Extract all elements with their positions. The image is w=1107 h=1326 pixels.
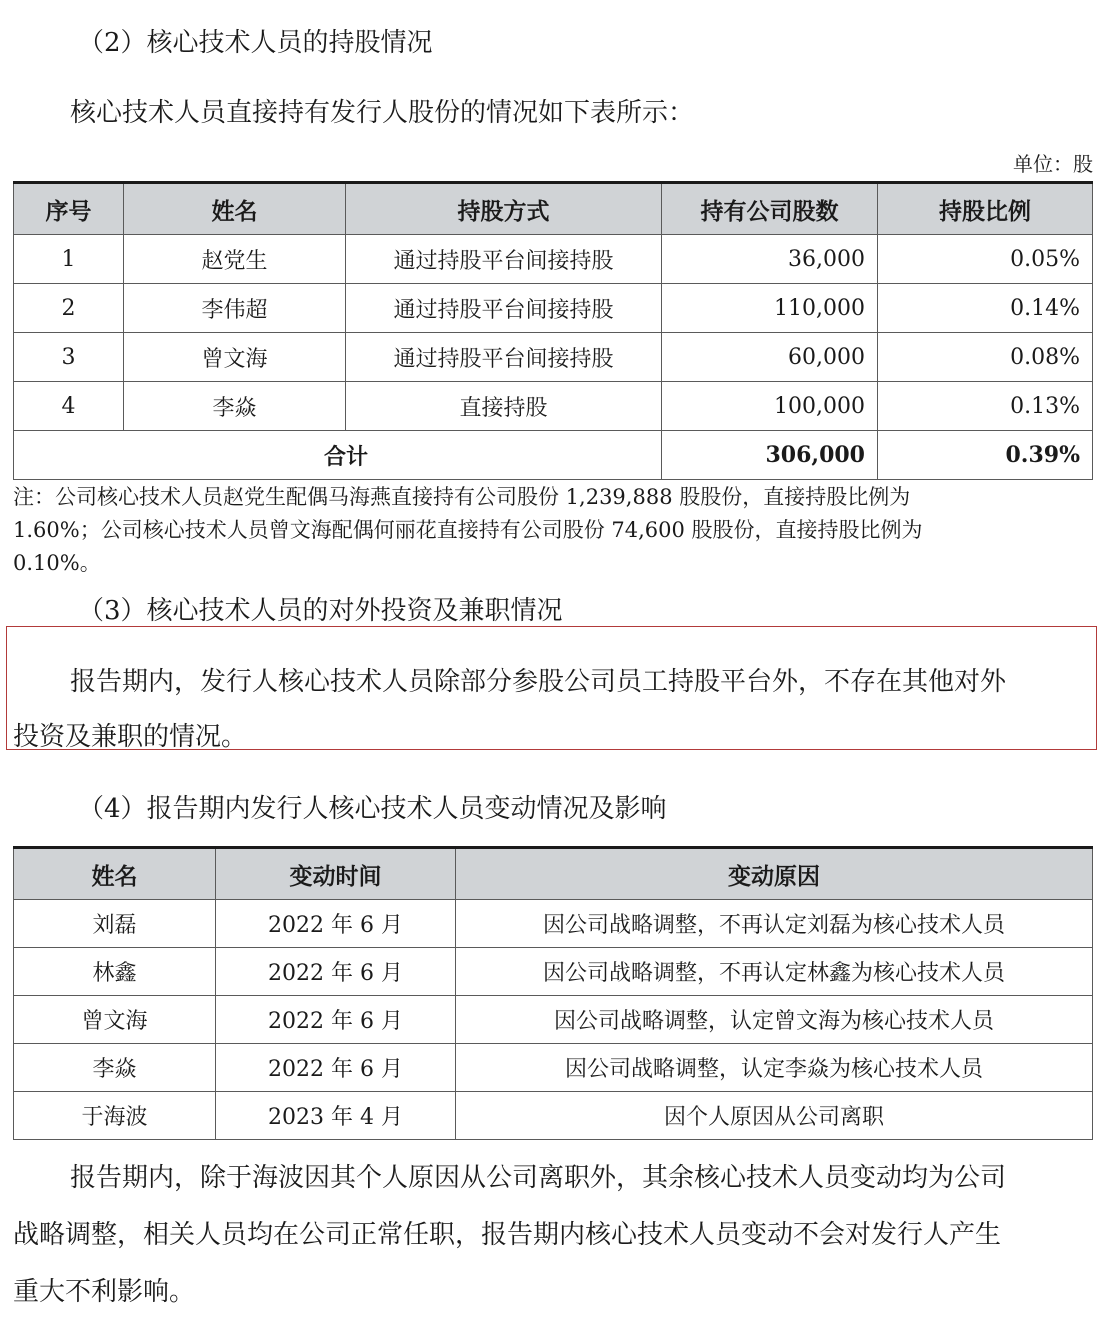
cell-method: 通过持股平台间接持股	[346, 333, 662, 382]
section2-heading: （2）核心技术人员的持股情况	[78, 28, 433, 58]
section3-line-2: 投资及兼职的情况。	[13, 722, 248, 752]
conclusion-line-3: 重大不利影响。	[13, 1277, 196, 1307]
note-line-1: 注：公司核心技术人员赵党生配偶马海燕直接持有公司股份 1,239,888 股股份，直接持股比例为	[13, 485, 911, 509]
note-line-3: 0.10%。	[13, 551, 101, 575]
table-row	[14, 996, 1093, 1044]
cell-ratio: 0.13%	[878, 382, 1093, 431]
cell-method: 直接持股	[346, 382, 662, 431]
header-ratio: 持股比例	[878, 183, 1093, 235]
table-header-row	[14, 183, 1093, 235]
cell-method: 通过持股平台间接持股	[346, 235, 662, 284]
cell-no: 4	[14, 382, 124, 431]
unit-label: 单位：股	[1013, 152, 1093, 176]
table-row	[14, 284, 1093, 333]
cell-name: 曾文海	[124, 333, 346, 382]
header-shares: 持有公司股数	[662, 183, 878, 235]
cell-name: 李焱	[124, 382, 346, 431]
section4-heading: （4）报告期内发行人核心技术人员变动情况及影响	[78, 794, 667, 824]
cell-time: 2022 年 6 月	[216, 1044, 456, 1092]
cell-name: 刘磊	[14, 900, 216, 948]
header-no: 序号	[14, 183, 124, 235]
cell-time: 2022 年 6 月	[216, 948, 456, 996]
section2-intro: 核心技术人员直接持有发行人股份的情况如下表所示：	[70, 98, 695, 128]
cell-ratio: 0.08%	[878, 333, 1093, 382]
cell-no: 2	[14, 284, 124, 333]
header-method: 持股方式	[346, 183, 662, 235]
cell-no: 3	[14, 333, 124, 382]
cell-name: 赵党生	[124, 235, 346, 284]
cell-reason: 因公司战略调整，认定李焱为核心技术人员	[456, 1044, 1093, 1092]
cell-shares: 100,000	[662, 382, 878, 431]
section3-line-1: 报告期内，发行人核心技术人员除部分参股公司员工持股平台外，不存在其他对外	[70, 667, 1007, 697]
cell-time: 2022 年 6 月	[216, 900, 456, 948]
personnel-change-table	[13, 846, 1093, 1140]
cell-name: 林鑫	[14, 948, 216, 996]
table-row	[14, 1044, 1093, 1092]
table-row	[14, 1092, 1093, 1140]
table-header-row	[14, 848, 1093, 900]
cell-time: 2023 年 4 月	[216, 1092, 456, 1140]
conclusion-line-1: 报告期内，除于海波因其个人原因从公司离职外，其余核心技术人员变动均为公司	[70, 1163, 1007, 1193]
cell-method: 通过持股平台间接持股	[346, 284, 662, 333]
total-ratio: 0.39%	[878, 431, 1093, 480]
shareholding-table	[13, 181, 1093, 480]
table-total-row	[14, 431, 1093, 480]
cell-ratio: 0.05%	[878, 235, 1093, 284]
cell-shares: 60,000	[662, 333, 878, 382]
header-name: 姓名	[14, 848, 216, 900]
cell-shares: 110,000	[662, 284, 878, 333]
total-label: 合计	[14, 431, 662, 480]
cell-name: 曾文海	[14, 996, 216, 1044]
cell-name: 李伟超	[124, 284, 346, 333]
cell-ratio: 0.14%	[878, 284, 1093, 333]
cell-reason: 因个人原因从公司离职	[456, 1092, 1093, 1140]
table-row	[14, 333, 1093, 382]
header-time: 变动时间	[216, 848, 456, 900]
total-shares: 306,000	[662, 431, 878, 480]
note-line-2: 1.60%；公司核心技术人员曾文海配偶何丽花直接持有公司股份 74,600 股股份，直接持股比例为	[13, 518, 923, 542]
header-name: 姓名	[124, 183, 346, 235]
cell-reason: 因公司战略调整，不再认定林鑫为核心技术人员	[456, 948, 1093, 996]
table-row	[14, 900, 1093, 948]
cell-reason: 因公司战略调整，认定曾文海为核心技术人员	[456, 996, 1093, 1044]
cell-name: 于海波	[14, 1092, 216, 1140]
section3-heading: （3）核心技术人员的对外投资及兼职情况	[78, 596, 563, 626]
conclusion-line-2: 战略调整，相关人员均在公司正常任职，报告期内核心技术人员变动不会对发行人产生	[13, 1220, 1002, 1250]
header-reason: 变动原因	[456, 848, 1093, 900]
cell-no: 1	[14, 235, 124, 284]
table-row	[14, 235, 1093, 284]
cell-time: 2022 年 6 月	[216, 996, 456, 1044]
cell-shares: 36,000	[662, 235, 878, 284]
table-row	[14, 948, 1093, 996]
cell-name: 李焱	[14, 1044, 216, 1092]
cell-reason: 因公司战略调整，不再认定刘磊为核心技术人员	[456, 900, 1093, 948]
table-row	[14, 382, 1093, 431]
